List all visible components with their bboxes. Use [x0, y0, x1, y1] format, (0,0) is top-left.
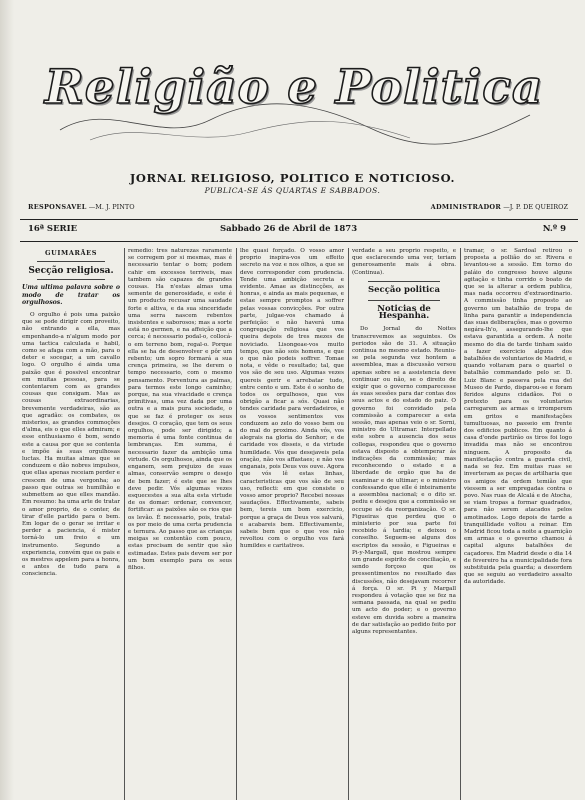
- article-text-continued: verdade a seu proprio respeito, e que esclarecendo uma ver, teriam generosamente mais á obra. (Continua).: [352, 248, 456, 276]
- article-text: lhe quasi forçado. O vosso amor proprio inspira-vos um effeito secreto na voz e nos olhos, a que se deve corresponder com prudencia. Tende uma ambição secreta e evidente. Amae as distincções, as honras, e ainda as mais pequenas, e estae sempre promptos a soffrer pelas vossas convicções. Por outra parte, julgae-vos chamado á perfeição: e não haverá uma congregação religiosa que vos queira depois de tres mezes de noviciado. Lisongeae-vos muito tempo, que não sois homens, e que o que não podeis soffrer. Tomae nota, e vêde o resultado; tal, que vos são de seu uso. Algumas vezes quereis gerir e arrebatar tudo, entre cento e um. Este é o sonho de todos os orgulhosos, que vos obrigão a ficar a sós. Quasi não tendes caridade para verdadeiros, e os vossos sentimentos vos conduzem ao zelo do vosso bem ou do mal do proximo. Ainda vós, vos alegrais na gloria do Senhor; e de caridade vos disseis, e da virtude humildade. Vós que desejaveis pela oração, não vos affastaes; e não vos enganais, pois Deus vos ouve. Agora que vós lê estas linhas, caracteristicas que vos são de seu uso, reflecti: em que consiste o vosso amor proprio? Recebei nossas saudações. Effectivamente, sabeis bem, tereis um bom exercicio, porque a graça de Deus vos salvará, e acabareis bem. Effectivamente, sabeis bem que o que vos não revoltou com o orgulho vos fará humildes e caritativos.: [240, 248, 344, 550]
- responsavel: [28, 203, 135, 211]
- divider: [37, 279, 106, 280]
- article-heading-hespanha: Noticias de Hespanha.: [377, 304, 431, 322]
- issue-date: Sabbado 26 de Abril de 1873: [220, 224, 358, 234]
- page-fold-shadow: [0, 0, 14, 800]
- column-2: [128, 248, 232, 800]
- responsavel-label: RESPONSAVEL: [28, 203, 87, 211]
- column-divider: [236, 248, 237, 800]
- article-text: remedio: tres naturezas raramente se corregem por si mesmas, mas é necessario tentar o bom; podem cahir em excessos terriveis, mas tambem são capazes de grandes cousas. Ha n'estas almas uma semente de generosidade, e este é um producto recusar uma saudade forte e altiva, e da sua sinceridade uma serra nascem rebentos insistentes e saborosos; mas a sorte está no germen, e na affeição que a cerca; é necessario podal-o, collocá-o em terreno bom, regal-o. Porque ella se ha de desenvolver e pôr um rebento; um sopro formará a sua crença primeira, se lhe derem o tempo necessario, com o mesmo pensamento. Porventura as palmas, para termos este longo caminho; porque, na sua vivacidade e crença primitivas, uma vez dada por uma outra e a mais pura sociedade, o que se faz é proteger os seus desejos. O coração, que tem os seus orgulhos, pode ser dirigido; a memoria é uma fonte continua de lembranças. Em summa, é necessario fazer da ambição uma virtude. Os orgulhosos, ainda que os enganem, sem prejuizo de suas almas, conservão sempre o desejo de bem fazer; é este que se lhes deve pedir. Vós algumas vezes esquecestes a sua alta esta virtude de os domar: ordenar, convencer, fortificar: as paixões são os rios que os levão. É necessario, pois, tratal-os por meio de uma certa prudencia e ternura. Ao passo que as crianças meigas se contentão com pouco, estas precisam de sentir que são estimadas. Estes pais devem ser por um bom exemplo para os seus filhos.: [128, 248, 232, 571]
- publication-frequency: PUBLICA-SE ÁS QUARTAS E SABBADOS.: [204, 186, 381, 195]
- issue-series: 16ª SERIE: [28, 224, 78, 234]
- divider: [368, 300, 441, 301]
- article-text: O orgulho é pois uma paixão que se pode dirigir com proveito, não entrando a ella, mas empenhando-a n'algum modo por uma tactica calculada e habil, como se afaga com a mão, para o deter e socegar, a um cavallo logo. O orgulho é ainda uma paixão que é possivel encontrar em muitas pessoas, para se contentarem com as grandes cousas que consigam. Mas as cousas extraordinarias, brevemente verdadeiras, são as que agradão: os combates, os misterios, as grandes commoções d'alma, eis o que elles admiram; e esse enthusiasmo é bom, sendo este a causa por que se contenta e impõe ás suas orgulhosas luctas. Ha muitas almas que se conduzem e dão nobres impulsos, que ellas apenas receiam perder e crescem de uma vergonha; ao passo que outras se humilhão e submettem ao que elles mandão. Em resumo: ha uma arte de tratar o amor proprio, de o conter, de tirar d'elle partido para o bem. Em logar de o gerar se irritar e perder a paciencia, é mister torná-lo um freio e um instrumento. Segundo a experiencia, convém que os pais e os mestres appelem para a honra, e antes de tudo para a consciencia.: [22, 312, 120, 578]
- column-5: [464, 248, 572, 800]
- section-heading-politica: Secção politica: [368, 284, 440, 295]
- section-heading-religiosa: Secção religiosa.: [28, 266, 114, 277]
- divider: [368, 281, 441, 282]
- responsavel-name: —M. J. PINTO: [88, 203, 135, 211]
- bottom-rule: [20, 241, 578, 242]
- administrador-name: —J. P. DE QUEIROZ: [503, 203, 568, 211]
- issue-number: N.º 9: [542, 224, 566, 234]
- administrador: [431, 203, 568, 211]
- place-heading: GUIMARÃES: [45, 249, 97, 257]
- article-text: Do Jornal do Noites transcrevemos as seguintes. Os periodos são de 31. A situação continua no mesmo estado. Reuniu-se pela segunda vez hontem a assemblea, mas a discussão versou apenas sobre se a assistencia deve continuar ou não, se o direito de exigir que o governo comparecesse ás suas sessões para dar contas dos seus actos e do estado do paiz. O governo foi convidado pela commissão a comparecer a esta sessão, mas apenas veio o sr. Sorni, ministro do Ultramar. Interpellado este sobre a ausencia dos seus collegas, respondeu que o governo estava disposto a obtemperar ás indicações da commissão; mas reconhecendo o estado e a liberdade de orgão que ha de examinar e de ultimar; e o ministro confessando que elle é inteiramente a assemblea nacional; e o dito sr. pediu e desejou que a commissão se occupe só da reorganização. O sr. Figueiras que perdeu que o ministerio por sua parte foi recebido á tardia; e deixou o conselho. Seguem-se alguns dos escriptos da sessão, e Figueiras e Pi-y-Margall, que mostrou sempre um grande espirito de conciliação, e sendo forçoso que os pressentimentos no resultado das discussões, não desejavam recorrer á força. O sr. Pi y Margall respondeu á votação que se fez na semana passada, na qual se pediu um acto do poder; e o governo esteve em duvida sobre a maneira de dar satisfação ao pedido feito por alguns representantes.: [352, 326, 456, 635]
- column-divider: [460, 248, 461, 800]
- column-1: [22, 248, 120, 800]
- column-divider: [124, 248, 125, 800]
- divider: [37, 261, 106, 262]
- article-text: tramar, o sr. Sardoal retirou o proposta a pollião do sr. Rivera e levantou-se a sessão. Em torno do paláio do congresso houve alguns agitação e tinha corrido o boato de que se ia alterar a ordem publica, mas nada occorreu d'extraordinario. A commissão tinha proposto ao governo um batalhão de tropa de linha para garantir a independencia das suas deliberações, mas o governo negára-lh'o, assegurando-lhe que estava garantida a ordem. Á noite mesmo do dia de tarde tinham saido a fazer exercicio alguns dos batalhões de voluntarios de Madrid, e quando voltaram para o quartel o batalhão commandado pelo sr. D. Luiz Blanc e passeva pela rua del Museo de Pardo, disparou-se e foram feridos alguns cidadãos. Foi o pretexto para os voluntarios carregarem as armas e irromperem em gritos e manifestações tumultuosas, no passeio em frente dos edificios publicos. Em quanto á casa d'onde partirão os tiros foi logo invadida mas não se encontrou ninguem. A proposito da manifestação contra a guarda civil, nada se fez. Em muitas ruas se inverteram as peças de artilharia que os amigos da ordem temião que viessem a ser empregadas contra o povo. Nas ruas de Alcalá e de Atocha, se viam tropas a formar quadrados, para não serem atacados pelos amotinados. Logo depois de tarde a tranquillidade voltou a reinar. Em Madrid ficou toda a noite a guarnição em armas e o governo chamou á capital alguns batalhões de caçadores. Em Madrid desde o dia 14 de fevereiro ha a municipalidade fora substituida pela guarda; a desordem que se seguiu ao verdadeiro assalto da autoridade.: [464, 248, 572, 586]
- masthead-title: Religião e Politica: [44, 60, 544, 115]
- column-divider: [348, 248, 349, 800]
- article-lead: Uma ultima palavra sobre o modo de tratar os orgulhosos.: [22, 284, 120, 306]
- column-4: [352, 248, 456, 800]
- masthead-subtitle: JORNAL RELIGIOSO, POLITICO E NOTICIOSO.: [129, 171, 456, 185]
- column-3: [240, 248, 344, 800]
- top-rule: [20, 219, 578, 220]
- administrador-label: ADMINISTRADOR: [430, 203, 502, 211]
- issue-info-bar: [28, 224, 568, 238]
